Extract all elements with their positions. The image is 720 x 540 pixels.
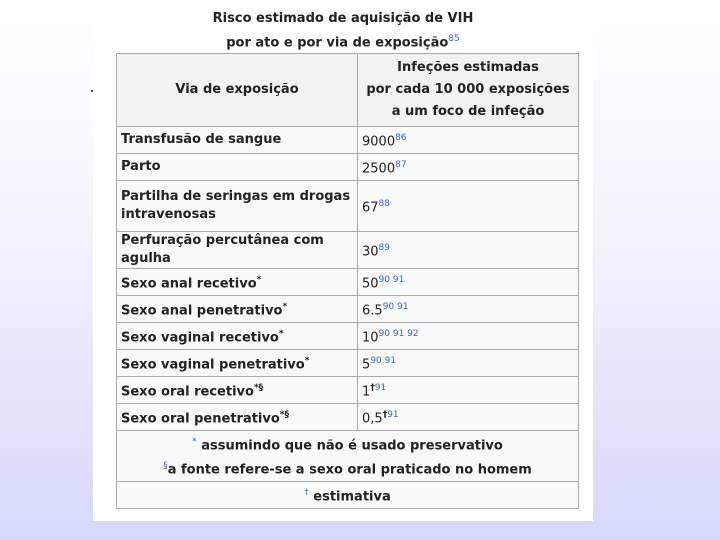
route-cell [117, 296, 358, 323]
route-cell [117, 181, 358, 232]
route-footnote-mark: * [282, 301, 288, 312]
value-cell [358, 232, 579, 269]
value-cell [358, 377, 579, 404]
table-notes [117, 431, 579, 482]
caption-line-1: Risco estimado de aquisição de VIH [212, 11, 474, 26]
value-superscript [379, 199, 390, 209]
estimated-infections-value: 1 [362, 384, 371, 400]
citation-ref-link[interactable]: 90 91 [382, 301, 409, 312]
table-row [117, 154, 579, 181]
value-superscript [379, 243, 390, 253]
route-footnote-mark: *§ [253, 382, 264, 393]
table-row [117, 296, 579, 323]
note-dagger-mark: † [304, 487, 309, 498]
value-superscript [395, 160, 406, 170]
value-superscript [395, 133, 406, 143]
value-superscript [383, 410, 399, 420]
route-label: Parto [121, 159, 161, 174]
note-dagger [117, 482, 579, 509]
route-label: Sexo vaginal penetrativo [121, 357, 305, 373]
table-row [117, 181, 579, 232]
note-section [121, 456, 574, 480]
table-row [117, 269, 579, 296]
citation-ref-link[interactable]: 86 [395, 132, 407, 143]
estimated-infections-value: 6.5 [362, 303, 383, 319]
route-label: Transfusão de sangue [121, 132, 282, 147]
table-row [117, 323, 579, 350]
estimated-infections-value: 0,5 [362, 411, 383, 427]
caption-ref-link[interactable]: 85 [448, 34, 460, 44]
estimated-infections-value: 9000 [362, 134, 396, 150]
header-infecoes-estimadas [358, 54, 579, 127]
value-cell [358, 323, 579, 350]
citation-ref-link[interactable]: 90 91 92 [378, 328, 419, 339]
route-label: Sexo anal penetrativo [121, 303, 283, 319]
route-footnote-mark: * [278, 328, 284, 339]
route-cell [117, 350, 358, 377]
estimated-infections-value: 67 [362, 200, 379, 216]
table-row [117, 127, 579, 154]
header-col2-line3: a um foco de infeção [391, 104, 545, 119]
value-superscript [379, 275, 405, 285]
table-row [117, 232, 579, 269]
value-cell [358, 269, 579, 296]
estimated-infections-value: 50 [362, 276, 379, 292]
route-label: Sexo vaginal recetivo [121, 330, 279, 346]
estimated-infections-value: 10 [362, 330, 379, 346]
citation-ref-link[interactable]: 90 91 [378, 274, 405, 285]
value-cell [358, 350, 579, 377]
value-superscript [379, 329, 419, 339]
citation-ref-link[interactable]: 89 [378, 242, 390, 253]
citation-ref-link[interactable]: 91 [387, 409, 399, 420]
table-row [117, 350, 579, 377]
header-col2-line2: por cada 10 000 exposições [366, 82, 570, 97]
note-asterisk-mark: * [192, 436, 197, 447]
value-cell [358, 154, 579, 181]
caption-line-2-text: por ato e por via de exposição [226, 35, 449, 51]
estimated-infections-value: 5 [362, 357, 371, 373]
table-row [117, 377, 579, 404]
route-footnote-mark: * [304, 355, 310, 366]
slide-card [93, 0, 593, 521]
value-superscript [383, 302, 409, 312]
value-cell [358, 181, 579, 232]
value-dagger-mark: † [382, 409, 388, 420]
hiv-risk-table [116, 53, 579, 509]
route-cell [117, 323, 358, 350]
table-dagger-row [117, 482, 579, 509]
route-label: Sexo oral penetrativo [121, 411, 280, 427]
header-via-exposicao: Via de exposição [117, 54, 358, 127]
header-col2-line1: Infeções estimadas [397, 60, 539, 75]
route-cell [117, 127, 358, 154]
value-cell [358, 296, 579, 323]
route-cell [117, 377, 358, 404]
value-cell [358, 127, 579, 154]
note-section-mark: § [163, 461, 168, 471]
estimated-infections-value: 2500 [362, 161, 396, 177]
citation-ref-link[interactable]: 88 [378, 198, 390, 209]
note-asterisk-text: assumindo que não é usado preservativo [196, 438, 503, 453]
table-notes-row [117, 431, 579, 482]
citation-ref-link[interactable]: 91 [374, 382, 387, 393]
route-cell [117, 154, 358, 181]
citation-ref-link[interactable]: 90 91 [370, 355, 397, 366]
route-label: Sexo oral recetivo [121, 384, 254, 400]
table-body [117, 127, 579, 431]
route-label: Partilha de seringas em drogas intravenosas [121, 189, 351, 222]
stray-dot [91, 90, 93, 92]
caption-line-2 [93, 29, 593, 53]
route-footnote-mark: * [256, 274, 262, 285]
route-cell [117, 232, 358, 269]
route-footnote-mark: *§ [279, 409, 290, 420]
table-caption [93, 8, 593, 53]
estimated-infections-value: 30 [362, 244, 379, 260]
value-cell [358, 404, 579, 431]
table-row [117, 404, 579, 431]
route-cell [117, 269, 358, 296]
value-superscript [370, 383, 386, 393]
route-label: Sexo anal recetivo [121, 276, 257, 292]
citation-ref-link[interactable]: 87 [395, 159, 407, 170]
note-section-text: a fonte refere-se a sexo oral praticado no homem [167, 462, 532, 478]
note-dagger-text: estimativa [308, 489, 391, 505]
note-asterisk [121, 432, 574, 456]
value-dagger-mark: † [370, 382, 375, 393]
route-cell [117, 404, 358, 431]
route-label: Perfuração percutânea com agulha [121, 233, 324, 266]
value-superscript [370, 356, 396, 366]
table-header-row [117, 54, 579, 127]
